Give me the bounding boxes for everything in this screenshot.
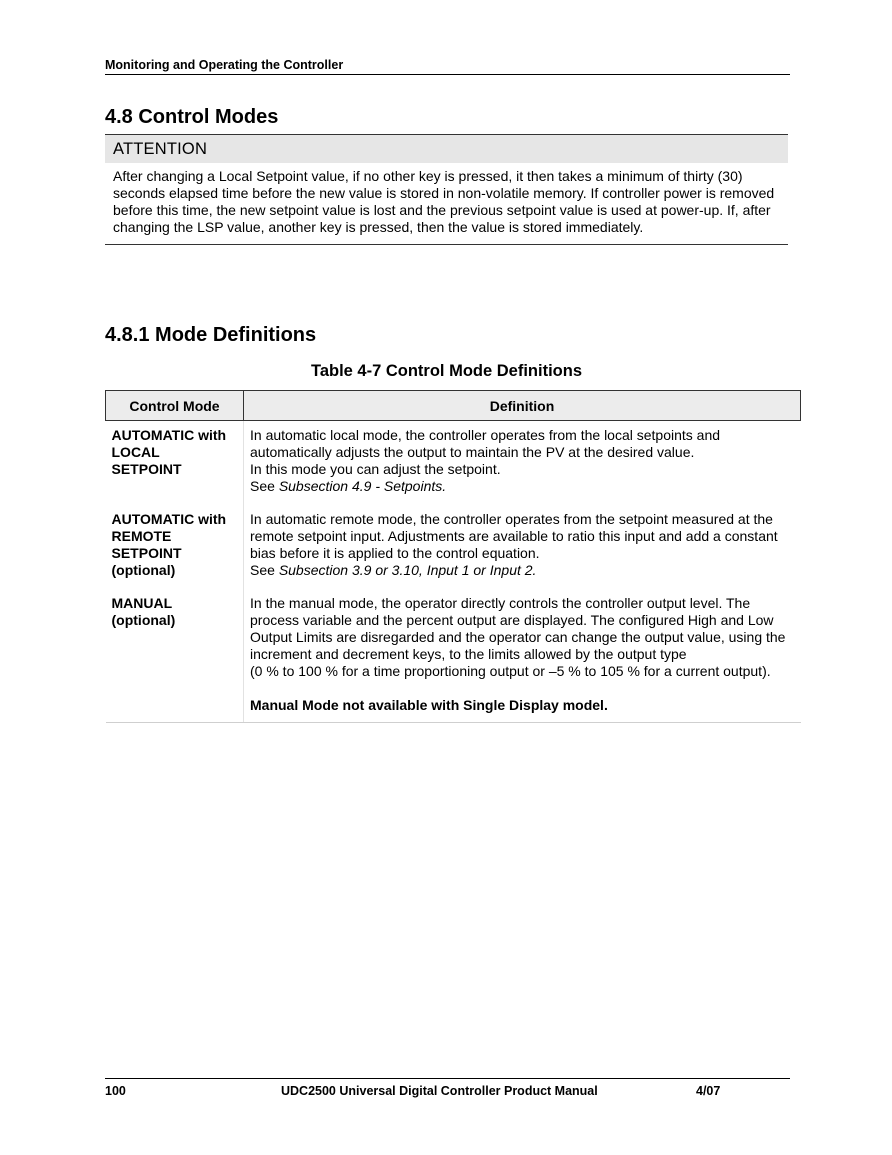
mode-label-line: AUTOMATIC with <box>111 427 227 443</box>
publication-date: 4/07 <box>696 1084 721 1098</box>
mode-label-line: LOCAL <box>111 444 160 460</box>
table-row-automatic-remote <box>106 505 801 589</box>
definition-text: In automatic remote mode, the controller operates from the setpoint measured at the remote setpoint input. Adjustments are available to ratio this input and add a constant bias before it is applied to the control equation. <box>250 511 778 561</box>
running-footer <box>105 1078 790 1098</box>
mode-cell <box>106 505 244 589</box>
see-reference <box>250 478 797 495</box>
table-caption: Table 4-7 Control Mode Definitions <box>310 362 583 380</box>
mode-label-line: MANUAL <box>111 595 173 611</box>
manual-mode-note: Manual Mode not available with Single Display model. <box>250 697 608 713</box>
column-header-definition: Definition <box>244 391 801 421</box>
see-prefix: See <box>250 562 279 578</box>
page-number: 100 <box>105 1084 126 1098</box>
manual-title: UDC2500 Universal Digital Controller Product Manual <box>281 1084 598 1098</box>
mode-label-line: SETPOINT <box>111 461 182 477</box>
table-header-row <box>106 391 801 421</box>
mode-label-line: (optional) <box>111 562 176 578</box>
definition-text-2: (0 % to 100 % for a time proportioning output or –5 % to 105 % for a current output). <box>250 663 771 679</box>
mode-label-line: AUTOMATIC with <box>111 511 227 527</box>
table-row-automatic-local <box>106 421 801 506</box>
definition-cell <box>244 505 801 589</box>
section-heading: 4.8 Control Modes <box>105 106 279 128</box>
attention-box <box>105 134 788 245</box>
mode-cell <box>106 589 244 723</box>
see-reference-link: Subsection 4.9 - Setpoints. <box>278 478 447 494</box>
see-reference <box>250 562 797 579</box>
mode-label-line: (optional) <box>111 612 176 628</box>
definition-text-2: In this mode you can adjust the setpoint. <box>250 461 501 477</box>
definition-text: In automatic local mode, the controller operates from the local setpoints and automatically adjusts the output to maintain the PV at the desired value. <box>250 427 721 460</box>
definition-text: In the manual mode, the operator directly controls the controller output level. The process variable and the percent output are displayed. The configured High and Low Output Limits are disregarded and the operator can change the output value, using the increment and decrement keys, to the limits allowed by the output type <box>250 595 786 662</box>
running-header-title: Monitoring and Operating the Controller <box>105 58 344 72</box>
running-header <box>105 58 790 75</box>
attention-label: ATTENTION <box>105 135 788 163</box>
definition-cell <box>244 589 801 723</box>
see-prefix: See <box>250 478 279 494</box>
see-reference-link: Subsection 3.9 or 3.10, Input 1 or Input 2. <box>278 562 537 578</box>
table-row-manual <box>106 589 801 723</box>
mode-label-line: REMOTE <box>111 528 172 544</box>
attention-text: After changing a Local Setpoint value, if no other key is pressed, it then takes a minimum of thirty (30) seconds elapsed time before the new value is stored in non-volatile memory. If controller power is removed before this time, the new setpoint value is lost and the previous setpoint value is used at power-up. If, after changing the LSP value, another key is pressed, then the value is stored immediately. <box>113 168 775 235</box>
column-header-control-mode: Control Mode <box>106 391 244 421</box>
control-mode-table <box>105 390 801 723</box>
mode-cell <box>106 421 244 506</box>
definition-cell <box>244 421 801 506</box>
mode-label-line: SETPOINT <box>111 545 182 561</box>
subsection-heading: 4.8.1 Mode Definitions <box>105 324 317 346</box>
